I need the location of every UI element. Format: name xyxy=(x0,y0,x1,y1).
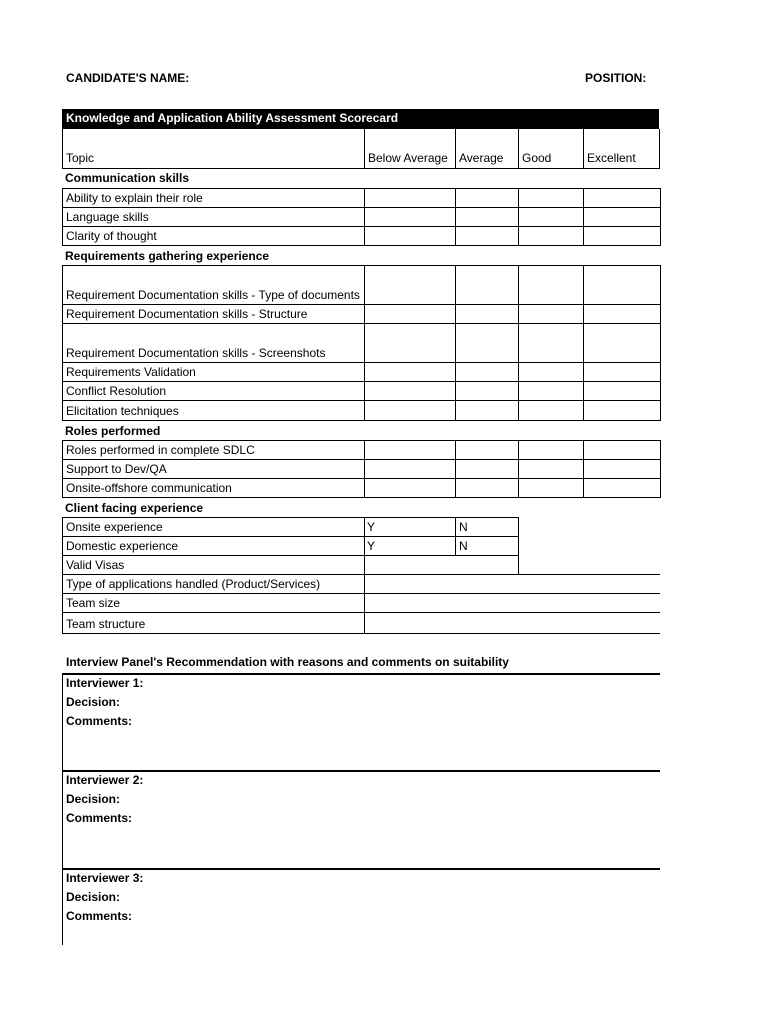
column-good: Good xyxy=(518,129,584,169)
no-cell[interactable]: N xyxy=(455,536,519,556)
excellent-cell[interactable] xyxy=(583,478,661,498)
panel-heading: Interview Panel's Recommendation with reasons and comments on suitability xyxy=(66,655,509,669)
decision-label: Decision: xyxy=(66,890,121,904)
scorecard-title: Knowledge and Application Ability Assessment Scorecard xyxy=(62,109,659,129)
decision-label: Decision: xyxy=(66,792,121,806)
row-topic: Clarity of thought xyxy=(62,226,365,246)
row-topic: Onsite-offshore communication xyxy=(62,478,365,498)
average-cell[interactable] xyxy=(455,207,519,227)
good-cell[interactable] xyxy=(518,207,584,227)
row-topic: Valid Visas xyxy=(62,555,365,575)
team-size-cell[interactable] xyxy=(364,593,660,613)
row-topic: Roles performed in complete SDLC xyxy=(62,440,365,460)
below-average-cell[interactable] xyxy=(364,304,456,324)
panel-divider xyxy=(62,673,660,675)
visa-cell[interactable] xyxy=(364,555,519,575)
section-heading: Roles performed xyxy=(65,424,161,438)
yes-cell[interactable]: Y xyxy=(364,517,456,537)
row-topic: Language skills xyxy=(62,207,365,227)
average-cell[interactable] xyxy=(455,362,519,382)
section-heading: Client facing experience xyxy=(65,501,204,515)
interviewer-label: Interviewer 2: xyxy=(66,773,144,787)
candidate-name-label: CANDIDATE'S NAME: xyxy=(66,71,190,85)
row-topic: Requirement Documentation skills - Structure xyxy=(62,304,365,324)
team-structure-cell[interactable] xyxy=(364,613,660,634)
good-cell[interactable] xyxy=(518,226,584,246)
section-heading: Requirements gathering experience xyxy=(65,249,270,263)
column-average: Average xyxy=(455,129,519,169)
excellent-cell[interactable] xyxy=(583,440,661,460)
panel-divider xyxy=(62,868,660,870)
excellent-cell[interactable] xyxy=(583,304,661,324)
good-cell[interactable] xyxy=(518,478,584,498)
excellent-cell[interactable] xyxy=(583,381,661,401)
good-cell[interactable] xyxy=(518,459,584,479)
excellent-cell[interactable] xyxy=(583,459,661,479)
row-topic: Requirement Documentation skills - Type of documents xyxy=(62,265,365,305)
below-average-cell[interactable] xyxy=(364,226,456,246)
excellent-cell[interactable] xyxy=(583,400,661,421)
good-cell[interactable] xyxy=(518,362,584,382)
below-average-cell[interactable] xyxy=(364,459,456,479)
row-topic: Onsite experience xyxy=(62,517,365,537)
row-topic: Type of applications handled (Product/Services) xyxy=(62,574,365,594)
average-cell[interactable] xyxy=(455,478,519,498)
average-cell[interactable] xyxy=(455,400,519,421)
below-average-cell[interactable] xyxy=(364,381,456,401)
row-topic: Requirement Documentation skills - Screenshots xyxy=(62,323,365,363)
average-cell[interactable] xyxy=(455,459,519,479)
average-cell[interactable] xyxy=(455,265,519,305)
below-average-cell[interactable] xyxy=(364,362,456,382)
row-topic: Conflict Resolution xyxy=(62,381,365,401)
average-cell[interactable] xyxy=(455,381,519,401)
average-cell[interactable] xyxy=(455,188,519,208)
row-topic: Support to Dev/QA xyxy=(62,459,365,479)
below-average-cell[interactable] xyxy=(364,207,456,227)
good-cell[interactable] xyxy=(518,381,584,401)
below-average-cell[interactable] xyxy=(364,323,456,363)
below-average-cell[interactable] xyxy=(364,400,456,421)
excellent-cell[interactable] xyxy=(583,188,661,208)
column-topic: Topic xyxy=(62,129,365,169)
good-cell[interactable] xyxy=(518,440,584,460)
average-cell[interactable] xyxy=(455,440,519,460)
row-topic: Domestic experience xyxy=(62,536,365,556)
applications-cell[interactable] xyxy=(364,574,660,594)
good-cell[interactable] xyxy=(518,265,584,305)
column-below-average: Below Average xyxy=(364,129,456,169)
good-cell[interactable] xyxy=(518,323,584,363)
row-topic: Requirements Validation xyxy=(62,362,365,382)
excellent-cell[interactable] xyxy=(583,362,661,382)
average-cell[interactable] xyxy=(455,323,519,363)
comments-label: Comments: xyxy=(66,714,133,728)
position-label: POSITION: xyxy=(585,71,647,85)
row-topic: Team size xyxy=(62,593,365,613)
average-cell[interactable] xyxy=(455,226,519,246)
section-heading: Communication skills xyxy=(65,171,190,185)
no-cell[interactable]: N xyxy=(455,517,519,537)
average-cell[interactable] xyxy=(455,304,519,324)
below-average-cell[interactable] xyxy=(364,440,456,460)
below-average-cell[interactable] xyxy=(364,265,456,305)
excellent-cell[interactable] xyxy=(583,207,661,227)
good-cell[interactable] xyxy=(518,188,584,208)
below-average-cell[interactable] xyxy=(364,478,456,498)
comments-label: Comments: xyxy=(66,811,133,825)
panel-left-border xyxy=(62,673,63,945)
interviewer-label: Interviewer 3: xyxy=(66,871,144,885)
yes-cell[interactable]: Y xyxy=(364,536,456,556)
excellent-cell[interactable] xyxy=(583,265,661,305)
good-cell[interactable] xyxy=(518,400,584,421)
good-cell[interactable] xyxy=(518,304,584,324)
excellent-cell[interactable] xyxy=(583,226,661,246)
excellent-cell[interactable] xyxy=(583,323,661,363)
row-topic: Elicitation techniques xyxy=(62,400,365,421)
interviewer-label: Interviewer 1: xyxy=(66,676,144,690)
panel-divider xyxy=(62,770,660,772)
comments-label: Comments: xyxy=(66,909,133,923)
row-topic: Ability to explain their role xyxy=(62,188,365,208)
decision-label: Decision: xyxy=(66,695,121,709)
row-topic: Team structure xyxy=(62,613,365,634)
column-excellent: Excellent xyxy=(583,129,660,169)
below-average-cell[interactable] xyxy=(364,188,456,208)
